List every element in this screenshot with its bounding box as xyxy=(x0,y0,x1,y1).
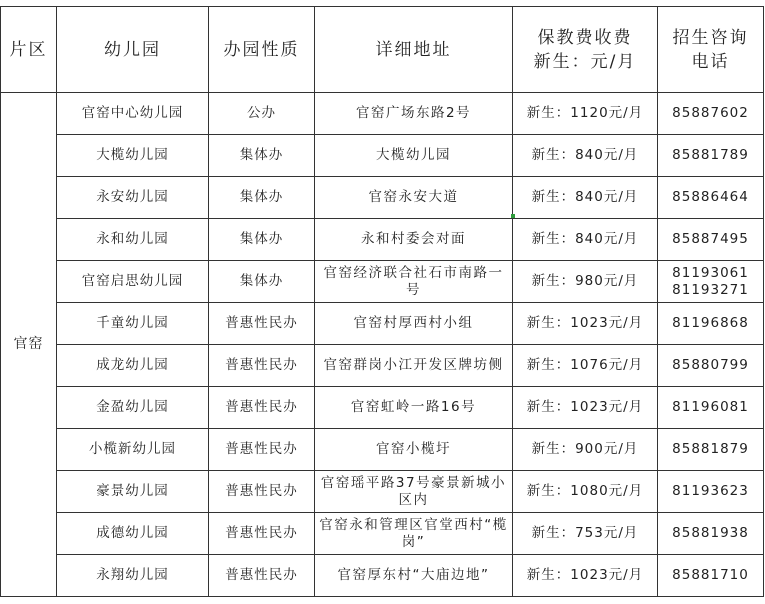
fee-cell: 新生：840元/月 xyxy=(513,219,658,261)
table-row xyxy=(1,219,764,261)
kindergarten-name-cell: 小榄新幼儿园 xyxy=(57,429,209,471)
table-row xyxy=(1,345,764,387)
header-kindergarten: 幼儿园 xyxy=(57,7,209,93)
phone-cell: 81193623 xyxy=(658,471,764,513)
fee-cell: 新生：1120元/月 xyxy=(513,93,658,135)
header-row xyxy=(1,7,764,93)
header-fee-line2: 新生：元/月 xyxy=(533,51,637,72)
header-fee-line1: 保教费收费 xyxy=(537,27,633,48)
fee-cell: 新生：980元/月 xyxy=(513,261,658,303)
nature-cell: 普惠性民办 xyxy=(209,429,315,471)
address-cell: 官窑厚东村“大庙边地” xyxy=(315,555,513,597)
table-row xyxy=(1,261,764,303)
fee-cell: 新生：900元/月 xyxy=(513,429,658,471)
kindergarten-name-cell: 永翔幼儿园 xyxy=(57,555,209,597)
nature-cell: 普惠性民办 xyxy=(209,513,315,555)
address-cell: 官窑群岗小江开发区牌坊侧 xyxy=(315,345,513,387)
kindergarten-name-cell: 大榄幼儿园 xyxy=(57,135,209,177)
address-cell: 大榄幼儿园 xyxy=(315,135,513,177)
phone-cell xyxy=(658,261,764,303)
fee-cell: 新生：1023元/月 xyxy=(513,303,658,345)
address-cell: 永和村委会对面 xyxy=(315,219,513,261)
nature-cell: 集体办 xyxy=(209,219,315,261)
region-cell: 官窑 xyxy=(1,93,57,597)
kindergarten-name-cell: 成龙幼儿园 xyxy=(57,345,209,387)
phone-cell: 81196081 xyxy=(658,387,764,429)
nature-cell: 集体办 xyxy=(209,261,315,303)
address-cell: 官窑永安大道 xyxy=(315,177,513,219)
table-row xyxy=(1,513,764,555)
phone-line: 81193271 xyxy=(672,281,749,298)
table-row xyxy=(1,387,764,429)
address-cell: 官窑瑶平路37号豪景新城小区内 xyxy=(315,471,513,513)
nature-cell: 普惠性民办 xyxy=(209,303,315,345)
phone-cell: 85881879 xyxy=(658,429,764,471)
kindergarten-name-cell: 千童幼儿园 xyxy=(57,303,209,345)
phone-line: 81193061 xyxy=(672,264,749,281)
fee-cell: 新生：1076元/月 xyxy=(513,345,658,387)
fee-cell: 新生：840元/月 xyxy=(513,135,658,177)
kindergarten-name-cell: 永安幼儿园 xyxy=(57,177,209,219)
phone-cell: 81196868 xyxy=(658,303,764,345)
nature-cell: 普惠性民办 xyxy=(209,387,315,429)
header-address: 详细地址 xyxy=(315,7,513,93)
header-phone xyxy=(658,7,764,93)
fee-cell: 新生：1023元/月 xyxy=(513,387,658,429)
kindergarten-table xyxy=(0,6,764,597)
address-cell: 官窑虹岭一路16号 xyxy=(315,387,513,429)
nature-cell: 公办 xyxy=(209,93,315,135)
table-row xyxy=(1,93,764,135)
address-cell: 官窑广场东路2号 xyxy=(315,93,513,135)
kindergarten-name-cell: 成德幼儿园 xyxy=(57,513,209,555)
table-row xyxy=(1,429,764,471)
header-fee xyxy=(513,7,658,93)
kindergarten-name-cell: 官窑启思幼儿园 xyxy=(57,261,209,303)
header-nature: 办园性质 xyxy=(209,7,315,93)
phone-cell: 85881938 xyxy=(658,513,764,555)
table-row xyxy=(1,303,764,345)
kindergarten-name-cell: 官窑中心幼儿园 xyxy=(57,93,209,135)
header-phone-line2: 电话 xyxy=(691,51,730,72)
phone-cell: 85880799 xyxy=(658,345,764,387)
nature-cell: 普惠性民办 xyxy=(209,555,315,597)
header-phone-line1: 招生咨询 xyxy=(672,27,749,48)
cell-marker xyxy=(511,214,515,218)
table-row xyxy=(1,135,764,177)
phone-cell: 85886464 xyxy=(658,177,764,219)
address-cell: 官窑小榄圩 xyxy=(315,429,513,471)
nature-cell: 普惠性民办 xyxy=(209,345,315,387)
table-row xyxy=(1,177,764,219)
phone-cell: 85887495 xyxy=(658,219,764,261)
phone-cell: 85881710 xyxy=(658,555,764,597)
phone-cell: 85881789 xyxy=(658,135,764,177)
header-region: 片区 xyxy=(1,7,57,93)
table-row xyxy=(1,555,764,597)
fee-cell: 新生：840元/月 xyxy=(513,177,658,219)
fee-cell: 新生：1023元/月 xyxy=(513,555,658,597)
address-cell: 官窑永和管理区官堂西村“榄岗” xyxy=(315,513,513,555)
table-body xyxy=(1,93,764,597)
nature-cell: 普惠性民办 xyxy=(209,471,315,513)
nature-cell: 集体办 xyxy=(209,135,315,177)
address-cell: 官窑村厚西村小组 xyxy=(315,303,513,345)
kindergarten-name-cell: 豪景幼儿园 xyxy=(57,471,209,513)
kindergarten-name-cell: 永和幼儿园 xyxy=(57,219,209,261)
address-cell: 官窑经济联合社石市南路一号 xyxy=(315,261,513,303)
nature-cell: 集体办 xyxy=(209,177,315,219)
phone-cell: 85887602 xyxy=(658,93,764,135)
fee-cell: 新生：1080元/月 xyxy=(513,471,658,513)
fee-cell: 新生：753元/月 xyxy=(513,513,658,555)
table-row xyxy=(1,471,764,513)
kindergarten-name-cell: 金盈幼儿园 xyxy=(57,387,209,429)
